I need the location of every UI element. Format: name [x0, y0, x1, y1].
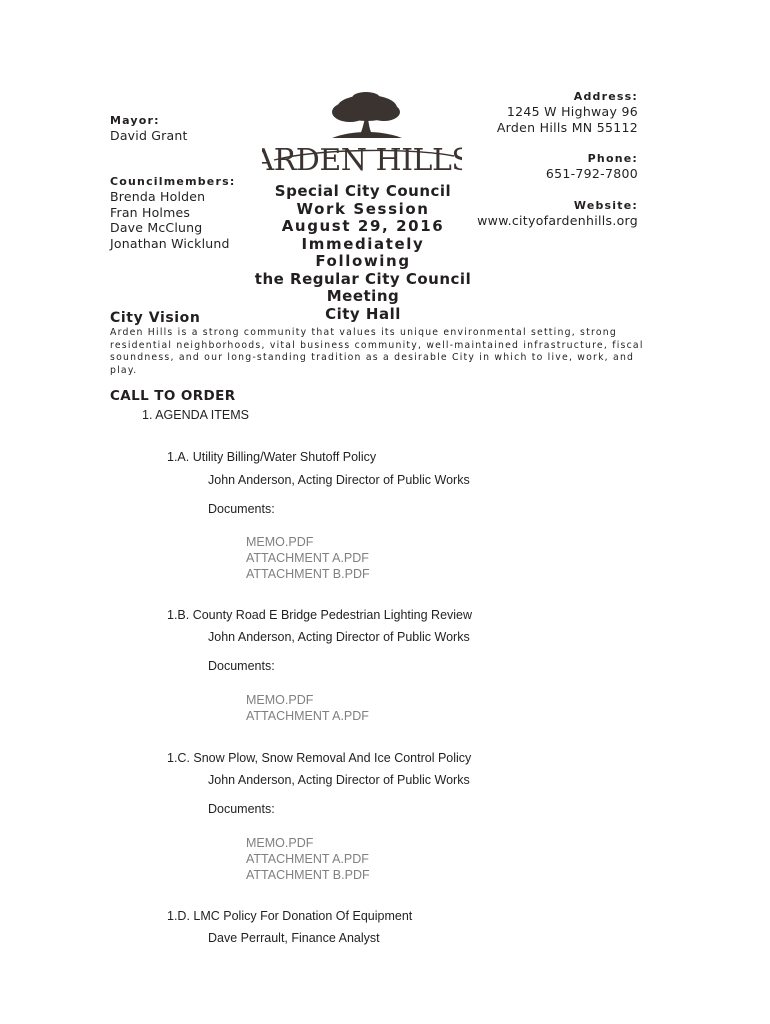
city-vision-heading: City Vision	[110, 310, 201, 326]
agenda-item-title: 1.B. County Road E Bridge Pedestrian Lighting Review	[167, 608, 473, 622]
city-vision-text: Arden Hills is a strong community that values its unique environmental setting, strong residential neighborhoods, vital business community, well-maintained infrastructure, fiscal soundness, and our long-standing tradition as a desirable City in which to live, work, and play.	[110, 327, 644, 376]
title-line: the Regular City Council	[254, 269, 472, 288]
tree-logo-icon	[262, 90, 462, 180]
councilmembers-label: Councilmembers:	[110, 175, 236, 188]
title-line: City Hall	[325, 304, 401, 323]
councilmember-name: Dave McClung	[110, 220, 203, 235]
address-line: 1245 W Highway 96	[506, 104, 638, 119]
website-link[interactable]: www.cityofardenhills.org	[477, 213, 638, 228]
agenda-item-title: 1.D. LMC Policy For Donation Of Equipment	[167, 909, 413, 923]
document-link[interactable]: ATTACHMENT A.PDF	[246, 852, 369, 866]
agenda-item-presenter: John Anderson, Acting Director of Public Works	[208, 773, 470, 787]
document-link[interactable]: ATTACHMENT B.PDF	[246, 868, 370, 882]
address-line: Arden Hills MN 55112	[496, 119, 638, 135]
mayor-label: Mayor:	[110, 114, 160, 127]
councilmembers-list	[110, 189, 230, 251]
agenda-item-presenter: John Anderson, Acting Director of Public Works	[208, 630, 470, 644]
title-line: Work Session	[296, 199, 430, 218]
councilmember-name: Jonathan Wicklund	[110, 235, 230, 251]
document-list	[246, 692, 369, 724]
address-block	[497, 104, 638, 135]
title-line: August 29, 2016	[281, 217, 445, 235]
call-to-order-heading: CALL TO ORDER	[110, 388, 236, 404]
document-list	[246, 835, 370, 883]
agenda-item-title: 1.C. Snow Plow, Snow Removal And Ice Control Policy	[167, 751, 472, 765]
title-line: Immediately Following	[301, 234, 425, 270]
address-label: Address:	[573, 90, 638, 103]
documents-label: Documents:	[208, 659, 275, 673]
document-link[interactable]: MEMO.PDF	[246, 535, 314, 549]
mayor-name: David Grant	[110, 128, 188, 143]
agenda-item-presenter: Dave Perrault, Finance Analyst	[208, 931, 380, 945]
phone-number: 651-792-7800	[545, 166, 638, 181]
document-link[interactable]: ATTACHMENT A.PDF	[246, 709, 369, 723]
document-link[interactable]: ATTACHMENT B.PDF	[246, 567, 370, 581]
document-link[interactable]: MEMO.PDF	[246, 836, 314, 850]
agenda-item-title: 1.A. Utility Billing/Water Shutoff Policy	[167, 450, 377, 464]
title-line: Special City Council	[274, 182, 452, 200]
documents-label: Documents:	[208, 502, 275, 516]
document-link[interactable]: MEMO.PDF	[246, 693, 314, 707]
documents-label: Documents:	[208, 802, 275, 816]
document-list	[246, 534, 370, 582]
website-label: Website:	[573, 199, 638, 212]
councilmember-name: Fran Holmes	[110, 204, 191, 220]
phone-label: Phone:	[587, 152, 638, 165]
title-line: Meeting	[326, 287, 400, 305]
agenda-items-heading: 1. AGENDA ITEMS	[142, 408, 249, 422]
arden-hills-logo	[262, 90, 462, 180]
agenda-item-presenter: John Anderson, Acting Director of Public Works	[208, 473, 470, 487]
meeting-title	[252, 183, 474, 323]
logo-wordmark: ARDEN HILLS	[262, 143, 462, 178]
councilmember-name: Brenda Holden	[110, 189, 206, 204]
document-link[interactable]: ATTACHMENT A.PDF	[246, 551, 369, 565]
